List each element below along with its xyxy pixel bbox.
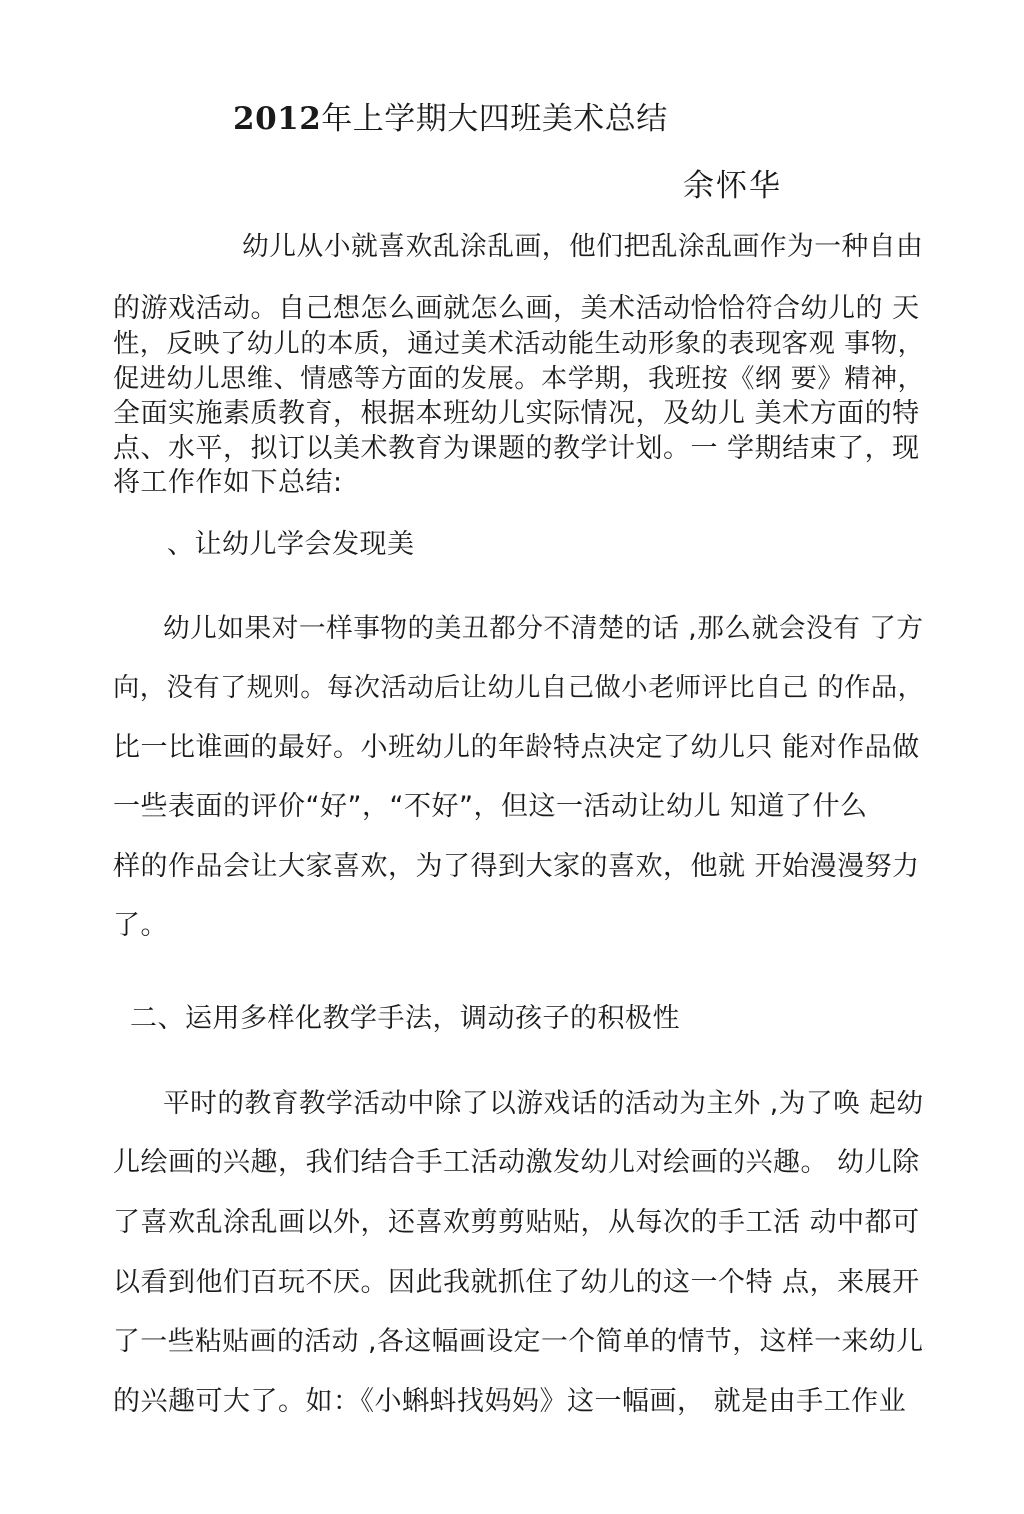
paragraph-line: 点、水平，拟订以美术教育为课题的教学计划。一 学期结束了，现 (113, 433, 920, 464)
document-title (233, 99, 668, 139)
title-text: 年上学期大四班美术总结 (321, 101, 668, 137)
paragraph-line: 比一比谁画的最好。小班幼儿的年龄特点决定了幼儿只 能对作品做 (113, 732, 920, 763)
paragraph-line: 平时的教育教学活动中除了以游戏话的活动为主外 ,为了唤 起幼 (163, 1088, 924, 1119)
paragraph-line: 幼儿如果对一样事物的美丑都分不清楚的话 ,那么就会没有 了方 (163, 613, 924, 644)
paragraph-line: 以看到他们百玩不厌。因此我就抓住了幼儿的这一个特 点，来展开 (113, 1267, 920, 1298)
paragraph-line: 将工作作如下总结: (113, 467, 343, 498)
paragraph-line: 促进幼儿思维、情感等方面的发展。本学期，我班按《纲 要》精神， (113, 364, 925, 394)
paragraph-line: 了喜欢乱涂乱画以外，还喜欢剪剪贴贴，从每次的手工活 动中都可 (113, 1207, 920, 1238)
paragraph-line: 性，反映了幼儿的本质，通过美术活动能生动形象的表现客观 事物， (113, 329, 925, 359)
paragraph-line: 幼儿从小就喜欢乱涂乱画，他们把乱涂乱画作为一种自由 (242, 231, 924, 262)
paragraph-line: 儿绘画的兴趣，我们结合手工活动激发幼儿对绘画的兴趣。 幼儿除 (113, 1147, 920, 1178)
section-heading: 、让幼儿学会发现美 (167, 529, 415, 560)
paragraph-line: 的兴趣可大了。如：《小蝌蚪找妈妈》这一幅画， 就是由手工作业 (113, 1386, 907, 1417)
paragraph-line: 向，没有了规则。每次活动后让幼儿自己做小老师评比自己 的作品， (113, 673, 925, 703)
title-year: 2012 (233, 101, 322, 137)
paragraph-line: 全面实施素质教育，根据本班幼儿实际情况，及幼儿 美术方面的特 (113, 398, 920, 429)
paragraph-line: 一些表面的评价“好”，“不好”，但这一活动让幼儿 知道了什么 (113, 791, 868, 822)
section-heading: 二、运用多样化教学手法，调动孩子的积极性 (130, 1003, 680, 1034)
paragraph-line: 了一些粘贴画的活动 ,各这幅画设定一个简单的情节，这样一来幼儿 (113, 1326, 924, 1357)
paragraph-line: 了。 (113, 910, 168, 941)
paragraph-line: 的游戏活动。自己想怎么画就怎么画，美术活动恰恰符合幼儿的 天 (113, 293, 920, 324)
paragraph-line: 样的作品会让大家喜欢，为了得到大家的喜欢，他就 开始漫漫努力 (113, 851, 920, 882)
author-name: 余怀华 (683, 168, 782, 204)
